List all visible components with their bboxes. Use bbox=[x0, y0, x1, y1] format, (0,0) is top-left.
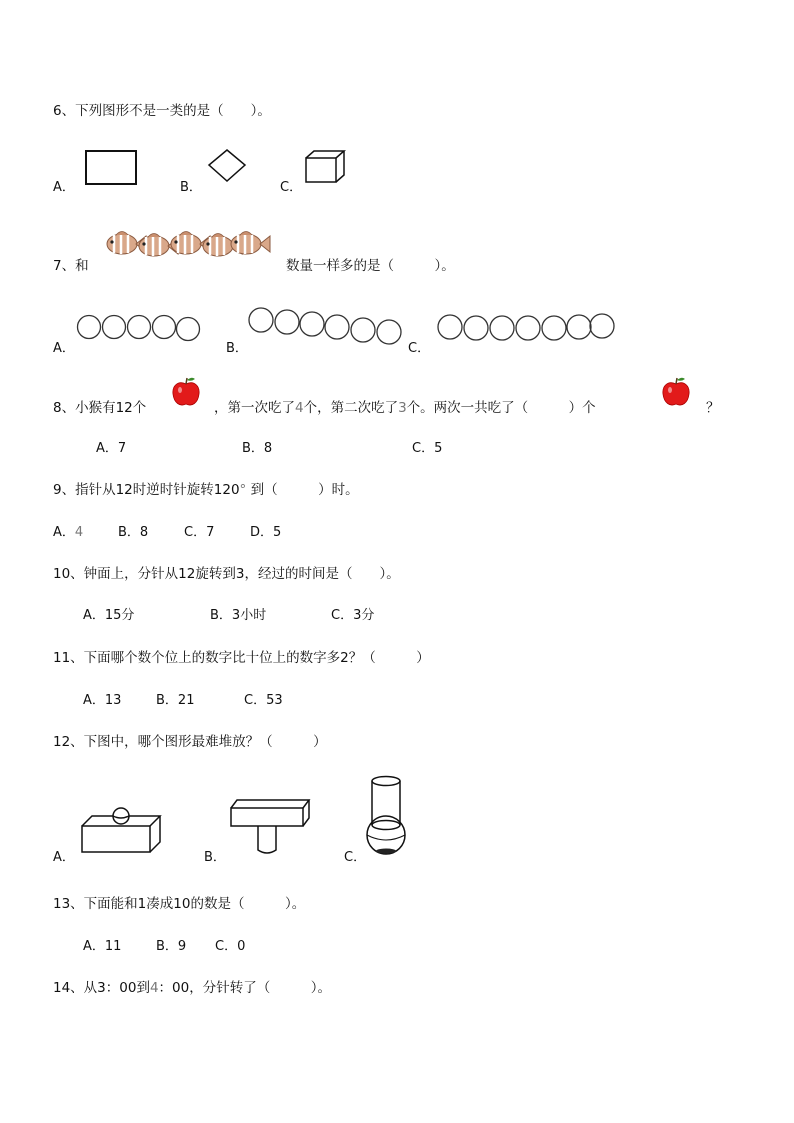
t-shape-icon bbox=[228, 798, 312, 856]
q8-option-a: A．7 bbox=[96, 441, 127, 456]
q9-option-a bbox=[53, 521, 83, 540]
q6-option-a-label: A． bbox=[53, 180, 75, 195]
q8-number-3: 3 bbox=[398, 400, 407, 416]
q12-text: 12、下图中，哪个图形最难堆放？（ ） bbox=[53, 734, 327, 750]
q9-text bbox=[53, 478, 359, 498]
q9-text-b: 到（ ）时。 bbox=[246, 482, 359, 498]
q13-option-a: A．11 bbox=[83, 939, 122, 954]
q8-number-4: 4 bbox=[295, 400, 304, 416]
q8-question-mark: ？ bbox=[706, 400, 720, 416]
fish-5-icon bbox=[231, 232, 270, 255]
q6-text: 6、下列图形不是一类的是（ ）。 bbox=[53, 103, 271, 119]
rectangle-icon bbox=[85, 150, 137, 186]
diamond-icon bbox=[207, 148, 247, 184]
q7-option-a-label: A． bbox=[53, 341, 75, 356]
q8-option-b: B．8 bbox=[242, 441, 273, 456]
circle-row-c-icon bbox=[436, 312, 616, 342]
circle-row-a-icon bbox=[76, 314, 202, 342]
q9-text-a: 9、指针从12时逆时针旋转120 bbox=[53, 482, 240, 498]
apple-icon bbox=[172, 376, 200, 408]
q9-option-c: C．7 bbox=[184, 525, 215, 540]
q11-option-a: A．13 bbox=[83, 693, 122, 708]
q9-option-a-value: 4 bbox=[74, 525, 84, 540]
q8-text-2 bbox=[214, 396, 596, 416]
q12-option-a-label: A． bbox=[53, 850, 75, 865]
q9-degree-sign: ° bbox=[239, 482, 247, 498]
q6-option-c-label: C． bbox=[280, 180, 303, 195]
cylinder-on-ball-icon bbox=[364, 775, 410, 859]
q7-prefix: 7、和 bbox=[53, 258, 89, 274]
q7-option-b-label: B． bbox=[226, 341, 248, 356]
q9-option-b: B．8 bbox=[118, 525, 149, 540]
q9-option-d: D．5 bbox=[250, 525, 282, 540]
q10-option-b: B．3小时 bbox=[210, 608, 267, 623]
q8-text-2c: 个。两次一共吃了（ ）个 bbox=[406, 400, 596, 416]
q9-option-a-label: A． bbox=[53, 525, 75, 540]
q10-option-a: A．15分 bbox=[83, 608, 135, 623]
q6-option-b-label: B． bbox=[180, 180, 202, 195]
fish-group-icon bbox=[104, 224, 270, 264]
cube-icon bbox=[304, 150, 346, 186]
q14-text-a: 14、从3：00到 bbox=[53, 980, 150, 996]
q14-text-b: ：00，分针转了（ ）。 bbox=[158, 980, 331, 996]
q10-text: 10、钟面上，分针从12旋转到3，经过的时间是（ ）。 bbox=[53, 566, 400, 582]
circle-row-b-icon bbox=[248, 306, 408, 346]
q14-text bbox=[53, 976, 331, 996]
q8-text-2a: ，第一次吃了 bbox=[214, 400, 295, 416]
q11-text: 11、下面哪个数个位上的数字比十位上的数字多2？（ ） bbox=[53, 650, 430, 666]
q14-number-4: 4 bbox=[149, 980, 159, 996]
q13-option-c: C．0 bbox=[215, 939, 246, 954]
q8-option-c: C．5 bbox=[412, 441, 443, 456]
q13-text: 13、下面能和1凑成10的数是（ ）。 bbox=[53, 896, 306, 912]
apple-icon-2 bbox=[662, 376, 690, 408]
q12-option-b-label: B． bbox=[204, 850, 226, 865]
q8-text-1: 8、小猴有12个 bbox=[53, 400, 147, 416]
q7-option-c-label: C． bbox=[408, 341, 431, 356]
q12-option-c-label: C． bbox=[344, 850, 367, 865]
box-with-ball-icon bbox=[80, 806, 164, 856]
q11-option-b: B．21 bbox=[156, 693, 195, 708]
q13-option-b: B．9 bbox=[156, 939, 187, 954]
q10-option-c: C．3分 bbox=[331, 608, 375, 623]
q7-suffix: 数量一样多的是（ ）。 bbox=[286, 258, 455, 274]
q8-text-2b: 个，第二次吃了 bbox=[303, 400, 399, 416]
q11-option-c: C．53 bbox=[244, 693, 283, 708]
